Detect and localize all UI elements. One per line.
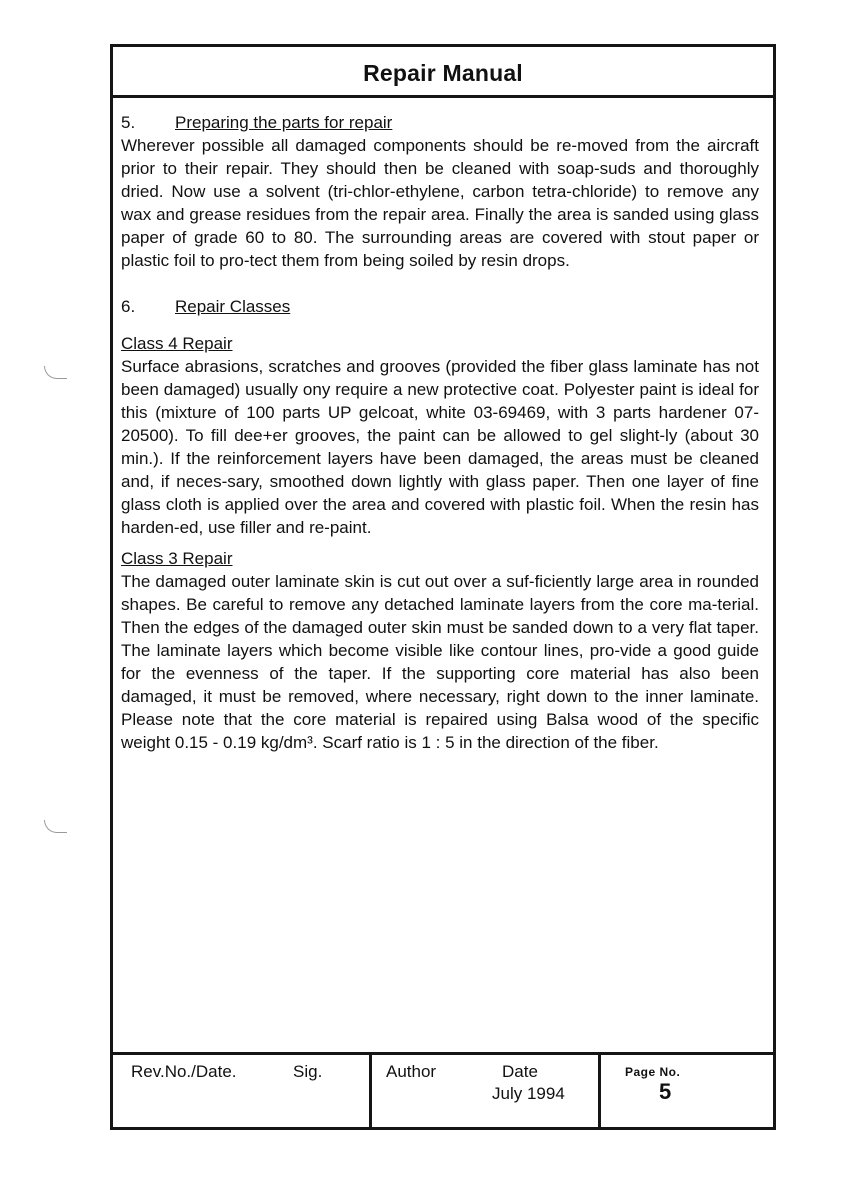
- section-5-title: Preparing the parts for repair: [175, 113, 393, 132]
- class-3-heading: Class 3 Repair: [121, 549, 233, 568]
- spacer: [121, 539, 759, 547]
- author-label: Author: [386, 1062, 437, 1081]
- section-5-number: 5.: [121, 113, 136, 132]
- class-4-body: Surface abrasions, scratches and grooves (provided the fiber glass laminate has not been damaged) usually ony require a new protective coat. Polyester paint is ideal for this (mixture of 100 parts UP gelcoat, white 03-69469, with 3 parts hardener 07-20500). To fill dee+er grooves, the paint can be allowed to gel slight-ly (about 30 min.). If the reinforcement layers have been damaged, the areas must be cleaned and, if neces-sary, smoothed down lightly with glass paper. Then one layer of fine glass cloth is applied over the area and covered with plastic foil. When the resin has harden-ed, use filler and re-paint.: [121, 357, 759, 537]
- margin-scan-mark: [44, 820, 67, 833]
- page-number-label: Page No.: [625, 1065, 681, 1079]
- page-title: Repair Manual: [363, 60, 523, 86]
- class-3-body: The damaged outer laminate skin is cut out over a suf-ficiently large area in rounded shapes. Be careful to remove any detached laminate layers from the core ma-terial. Then the edges of the damaged outer skin must be sanded down to a very flat taper. The laminate layers which become visible like contour lines, pro-vide a good guide for the evenness of the taper. If the supporting core material has also been damaged, it must be removed, where necessary, right down to the inner laminate. Please note that the core material is repaired using Balsa wood of the specific weight 0.15 - 0.19 kg/dm³. Scarf ratio is 1 : 5 in the direction of the fiber.: [121, 572, 759, 752]
- margin-scan-mark: [44, 366, 67, 379]
- section-6-number: 6.: [121, 297, 136, 316]
- footer-page-cell: [601, 1055, 773, 1127]
- manual-page-frame: [110, 44, 776, 1130]
- revision-footer: [113, 1052, 773, 1127]
- class-4-heading: Class 4 Repair: [121, 334, 233, 353]
- rev-label: Rev.No./Date.: [131, 1062, 237, 1081]
- page-header: [113, 47, 773, 98]
- page-content: [121, 111, 759, 754]
- section-6-heading: [121, 295, 759, 318]
- footer-author-cell: [372, 1055, 601, 1127]
- spacer: [121, 272, 759, 295]
- section-5-body: Wherever possible all damaged components should be re-moved from the aircraft prior to their repair. They should then be cleaned with soap-suds and thoroughly dried. Now use a solvent (tri-chlor-ethylene, carbon tetra-chloride) to remove any wax and grease residues from the repair area. Finally the area is sanded using glass paper of grade 60 to 80. The surrounding areas are covered with stout paper or plastic foil to pro-tect them from being soiled by resin drops.: [121, 136, 759, 270]
- sig-label: Sig.: [293, 1062, 323, 1081]
- date-value: July 1994: [492, 1084, 565, 1103]
- footer-rev-cell: [113, 1055, 372, 1127]
- section-5-heading: [121, 111, 759, 134]
- spacer: [121, 318, 759, 332]
- page-number: 5: [659, 1079, 672, 1104]
- section-6-title: Repair Classes: [175, 297, 291, 316]
- date-label: Date: [502, 1062, 538, 1081]
